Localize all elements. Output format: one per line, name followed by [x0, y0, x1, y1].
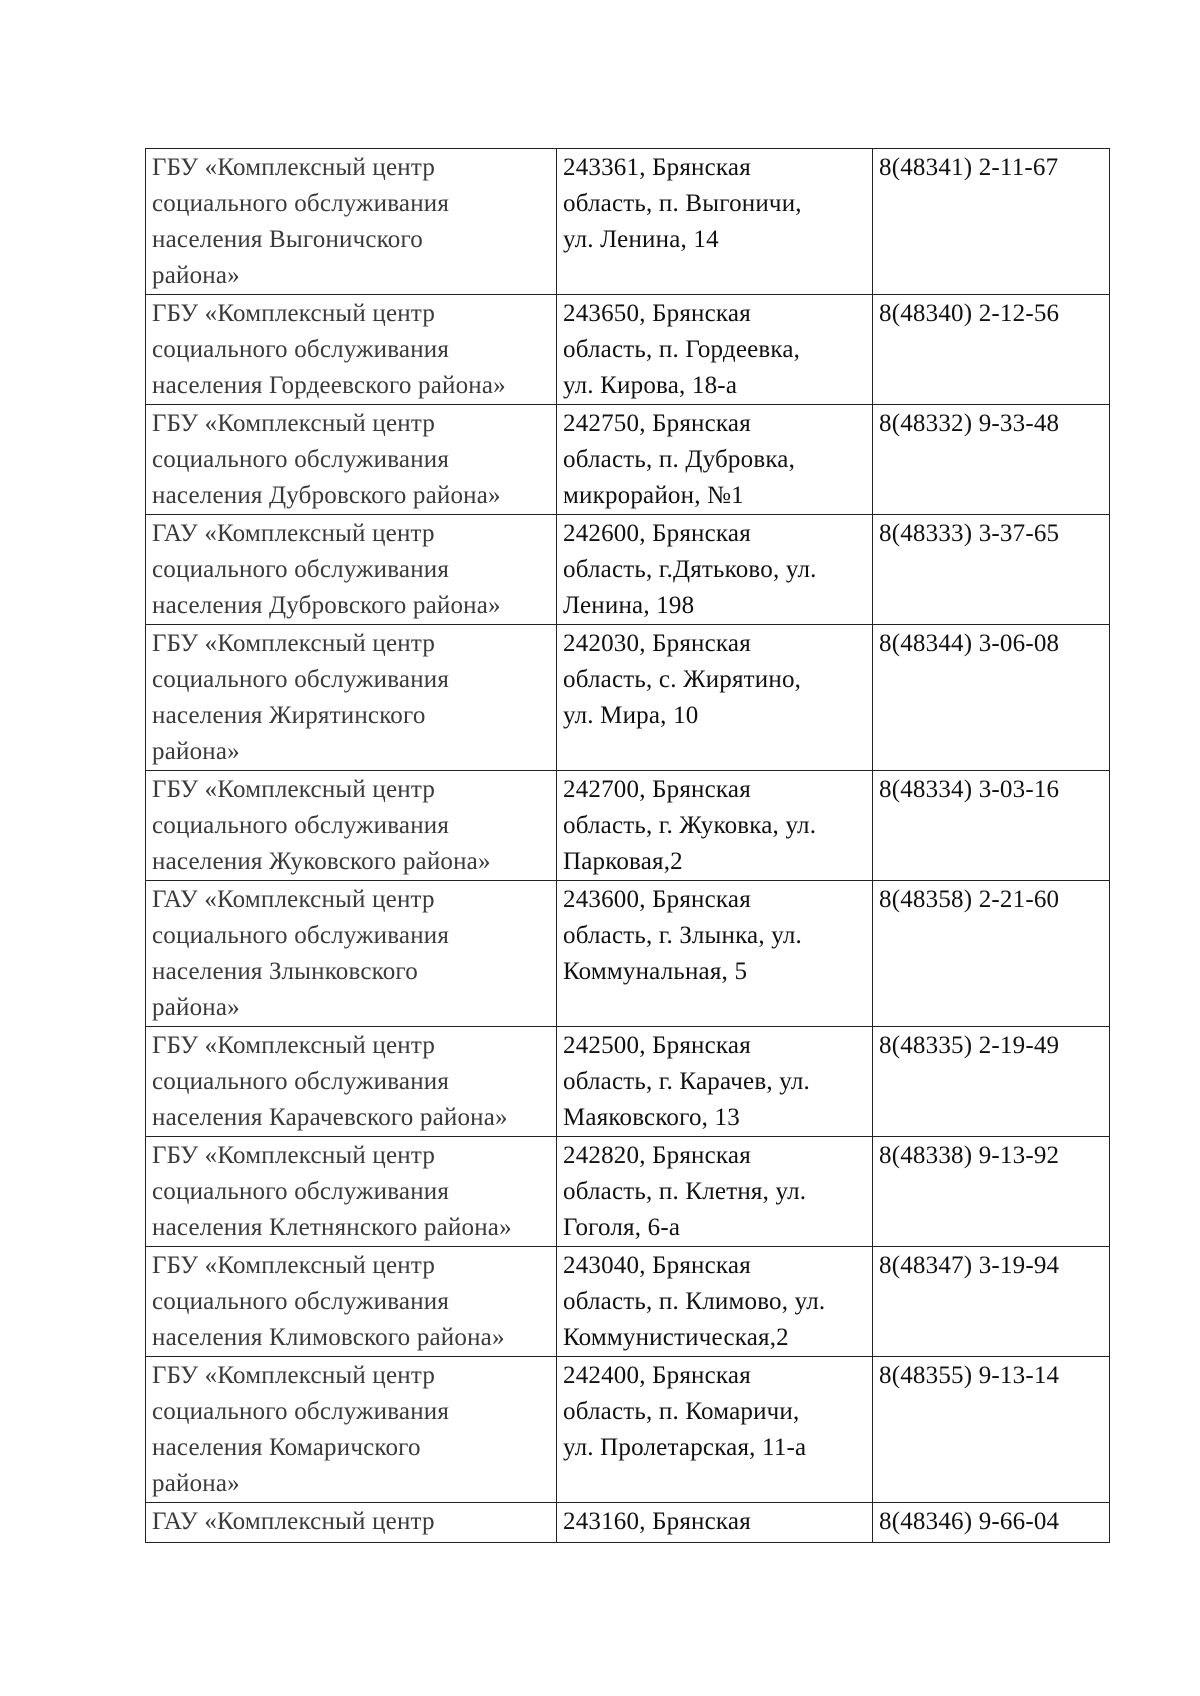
table-row [146, 405, 1110, 515]
organization-name-cell: ГБУ «Комплексный центр социального обслуживания населения Климовского района» [146, 1247, 557, 1357]
address-cell: 242500, Брянская область, г. Карачев, ул. Маяковского, 13 [557, 1027, 873, 1137]
table-row [146, 515, 1110, 625]
organization-name-cell: ГБУ «Комплексный центр социального обслуживания населения Дубровского района» [146, 405, 557, 515]
address-cell: 243160, Брянская [557, 1503, 873, 1543]
phone-cell: 8(48334) 3-03-16 [873, 771, 1110, 881]
organization-name-cell: ГБУ «Комплексный центр социального обслуживания населения Жирятинского района» [146, 625, 557, 771]
phone-cell: 8(48333) 3-37-65 [873, 515, 1110, 625]
table-row [146, 1247, 1110, 1357]
phone-cell: 8(48335) 2-19-49 [873, 1027, 1110, 1137]
address-cell: 243650, Брянская область, п. Гордеевка, ул. Кирова, 18-а [557, 295, 873, 405]
address-cell: 243361, Брянская область, п. Выгоничи, ул. Ленина, 14 [557, 149, 873, 295]
phone-cell: 8(48340) 2-12-56 [873, 295, 1110, 405]
phone-cell: 8(48344) 3-06-08 [873, 625, 1110, 771]
organization-name-cell: ГАУ «Комплексный центр социального обслуживания населения Дубровского района» [146, 515, 557, 625]
table-row [146, 1357, 1110, 1503]
phone-cell: 8(48341) 2-11-67 [873, 149, 1110, 295]
address-cell: 242400, Брянская область, п. Комаричи, ул. Пролетарская, 11-а [557, 1357, 873, 1503]
table-row [146, 295, 1110, 405]
organization-name-cell: ГБУ «Комплексный центр социального обслуживания населения Выгоничского района» [146, 149, 557, 295]
organization-name-cell: ГБУ «Комплексный центр социального обслуживания населения Карачевского района» [146, 1027, 557, 1137]
phone-cell: 8(48346) 9-66-04 [873, 1503, 1110, 1543]
table-row [146, 771, 1110, 881]
table-row [146, 1503, 1110, 1543]
table-row [146, 881, 1110, 1027]
phone-cell: 8(48332) 9-33-48 [873, 405, 1110, 515]
table-row [146, 1027, 1110, 1137]
address-cell: 242700, Брянская область, г. Жуковка, ул. Парковая,2 [557, 771, 873, 881]
phone-cell: 8(48355) 9-13-14 [873, 1357, 1110, 1503]
phone-cell: 8(48338) 9-13-92 [873, 1137, 1110, 1247]
contacts-table [145, 148, 1110, 1543]
phone-cell: 8(48347) 3-19-94 [873, 1247, 1110, 1357]
address-cell: 243040, Брянская область, п. Климово, ул. Коммунистическая,2 [557, 1247, 873, 1357]
table-row [146, 625, 1110, 771]
address-cell: 242750, Брянская область, п. Дубровка, микрорайон, №1 [557, 405, 873, 515]
phone-cell: 8(48358) 2-21-60 [873, 881, 1110, 1027]
organization-name-cell: ГАУ «Комплексный центр [146, 1503, 557, 1543]
table-row [146, 1137, 1110, 1247]
table-row [146, 149, 1110, 295]
organization-name-cell: ГБУ «Комплексный центр социального обслуживания населения Клетнянского района» [146, 1137, 557, 1247]
organization-name-cell: ГАУ «Комплексный центр социального обслуживания населения Злынковского района» [146, 881, 557, 1027]
address-cell: 242030, Брянская область, с. Жирятино, ул. Мира, 10 [557, 625, 873, 771]
address-cell: 242600, Брянская область, г.Дятьково, ул. Ленина, 198 [557, 515, 873, 625]
address-cell: 242820, Брянская область, п. Клетня, ул. Гоголя, 6-а [557, 1137, 873, 1247]
organization-name-cell: ГБУ «Комплексный центр социального обслуживания населения Комаричского района» [146, 1357, 557, 1503]
organization-name-cell: ГБУ «Комплексный центр социального обслуживания населения Жуковского района» [146, 771, 557, 881]
organization-name-cell: ГБУ «Комплексный центр социального обслуживания населения Гордеевского района» [146, 295, 557, 405]
address-cell: 243600, Брянская область, г. Злынка, ул. Коммунальная, 5 [557, 881, 873, 1027]
